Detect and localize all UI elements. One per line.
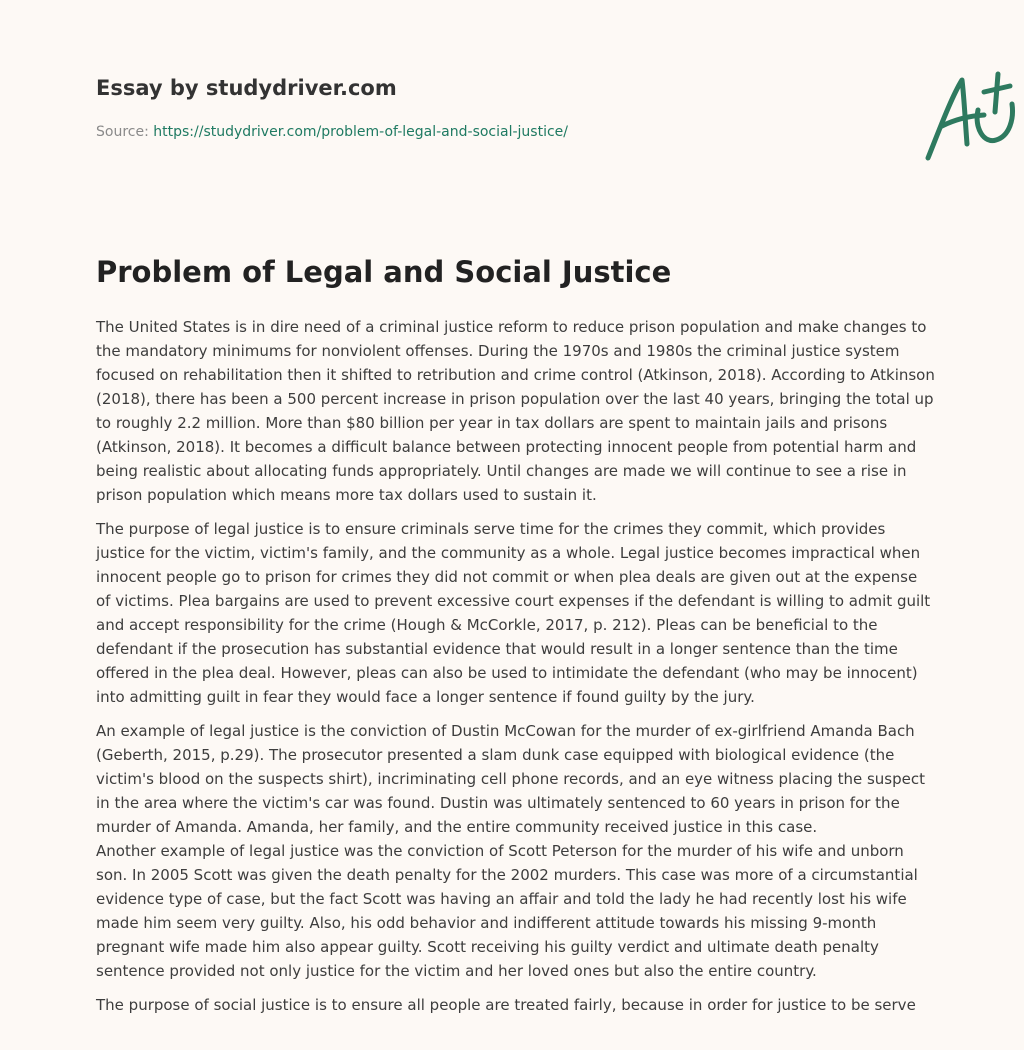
paragraph: The United States is in dire need of a criminal justice reform to reduce prison population and make changes to the mandatory minimums for nonviolent offenses. During the 1970s and 1980s the criminal justice system focused on rehabilitation then it shifted to retribution and crime control (Atkinson, 2018). According to Atkinson (2018), there has been a 500 percent increase in prison population over the last 40 years, bringing the total up to roughly 2.2 million. More than $80 billion per year in tax dollars are spent to maintain jails and prisons (Atkinson, 2018). It becomes a difficult balance between protecting innocent people from potential harm and being realistic about allocating funds appropriately. Until changes are made we will continue to see a rise in prison population which means more tax dollars used to sustain it. <box>96 318 935 504</box>
paragraph: An example of legal justice is the conviction of Dustin McCowan for the murder of ex-girlfriend Amanda Bach (Geberth, 2015, p.29). The prosecutor presented a slam dunk case equipped with biological evidence (the victim's blood on the suspects shirt), incriminating cell phone records, and an eye witness placing the suspect in the area where the victim's car was found. Dustin was ultimately sentenced to 60 years in prison for the murder of Amanda. Amanda, her family, and the entire community received justice in this case. <box>96 722 925 836</box>
source-link[interactable]: https://studydriver.com/problem-of-legal-and-social-justice/ <box>153 124 568 140</box>
a-plus-logo <box>918 68 1024 168</box>
paragraph: The purpose of social justice is to ensure all people are treated fairly, because in order for justice to be serve <box>96 996 916 1014</box>
essay-title: Problem of Legal and Social Justice <box>96 255 672 289</box>
source-label: Source: <box>96 124 154 140</box>
paragraph: The purpose of legal justice is to ensure criminals serve time for the crimes they commit, which provides justice for the victim, victim's family, and the community as a whole. Legal justice becomes impractical when innocent people go to prison for crimes they did not commit or when plea deals are given out at the expense of victims. Plea bargains are used to prevent excessive court expenses if the defendant is willing to admit guilt and accept responsibility for the crime (Hough & McCorkle, 2017, p. 212). Pleas can be beneficial to the defendant if the prosecution has substantial evidence that would result in a longer sentence than the time offered in the plea deal. However, pleas can also be used to intimidate the defendant (who may be innocent) into admitting guilt in fear they would face a longer sentence if found guilty by the jury. <box>96 520 931 706</box>
essay-body <box>96 315 936 1027</box>
source-line <box>96 124 568 140</box>
brand-heading: Essay by studydriver.com <box>96 76 397 100</box>
paragraph: Another example of legal justice was the conviction of Scott Peterson for the murder of his wife and unborn son. In 2005 Scott was given the death penalty for the 2002 murders. This case was more of a circumstantial evidence type of case, but the fact Scott was having an affair and told the lady he had recently lost his wife made him seem very guilty. Also, his odd behavior and indifferent attitude towards his missing 9-month pregnant wife made him also appear guilty. Scott receiving his guilty verdict and ultimate death penalty sentence provided not only justice for the victim and her loved ones but also the entire country. <box>96 842 918 980</box>
